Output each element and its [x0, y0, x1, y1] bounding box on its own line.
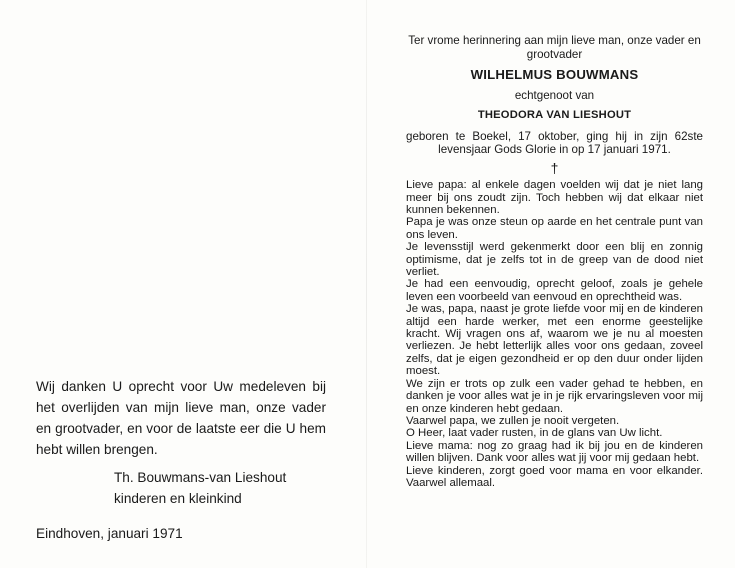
letter-paragraph: O Heer, laat vader rusten, in de glans van Uw licht.	[406, 427, 663, 440]
spouse-name: THEODORA VAN LIESHOUT	[477, 109, 632, 121]
letter-paragraph: Je was, papa, naast je grote liefde voor mij en de kinderen altijd een harde werker, met een enorme geestelijke kracht. Wij vragen ons af, waarom we je nu al moesten verliezen. Je hebt letterlijk alles voor ons gedaan, zoveel zelfs, dat je eigen gezondheid er op den duur onder lijden moest.	[406, 303, 703, 378]
birth-death-text: geboren te Boekel, 17 oktober, ging hij in zijn 62ste levensjaar Gods Glorie in op 17 januari 1971.	[406, 130, 703, 156]
letter-paragraph: Je levensstijl werd gekenmerkt door een blij en zonnig optimisme, dat je zelfs tot in de greep van de dood niet verliet.	[406, 241, 703, 279]
remembrance-panel	[406, 34, 703, 489]
deceased-name: WILHELMUS BOUWMANS	[470, 67, 639, 82]
letter-paragraph: Lieve kinderen, zorgt goed voor mama en voor elkander. Vaarwel allemaal.	[406, 464, 703, 489]
cross-icon: †	[550, 160, 559, 177]
farewell-letter	[406, 179, 703, 489]
letter-paragraph: Vaarwel papa, we zullen je nooit vergeten.	[406, 414, 620, 427]
letter-paragraph: Lieve mama: nog zo graag had ik bij jou en de kinderen willen blijven. Dank voor alles wat jij voor mij gedaan hebt.	[406, 439, 703, 465]
intro-text: Ter vrome herinnering aan mijn lieve man, onze vader en grootvader	[408, 34, 701, 61]
place-date: Eindhoven, januari 1971	[36, 526, 183, 541]
signature-family: kinderen en kleinkind	[114, 491, 242, 506]
letter-paragraph: Lieve papa: al enkele dagen voelden wij dat je niet lang meer bij ons zoudt zijn. Toch hebben wij dat elkaar niet kunnen bekennen.	[406, 179, 703, 216]
card-fold	[366, 0, 367, 568]
letter-paragraph: We zijn er trots op zulk een vader gehad te hebben, en danken je voor alles wat je in je rijk ervaringsleven voor mij en onze kinderen hebt gedaan.	[406, 377, 703, 415]
signature-name: Th. Bouwmans-van Lieshout	[114, 470, 287, 485]
signature	[114, 467, 326, 509]
thanks-panel	[36, 376, 326, 544]
letter-paragraph: Papa je was onze steun op aarde en het centrale punt van ons leven.	[406, 216, 703, 241]
spouse-intro: echtgenoot van	[514, 89, 595, 102]
letter-paragraph: Je had een eenvoudig, oprecht geloof, zoals je gehele leven een voorbeeld van eenvoud en oprechtheid was.	[406, 278, 703, 303]
thanks-text: Wij danken U oprecht voor Uw medeleven bij het overlijden van mijn lieve man, onze vader en grootvader, en voor de laatste eer die U hem hebt willen brengen.	[36, 379, 326, 457]
